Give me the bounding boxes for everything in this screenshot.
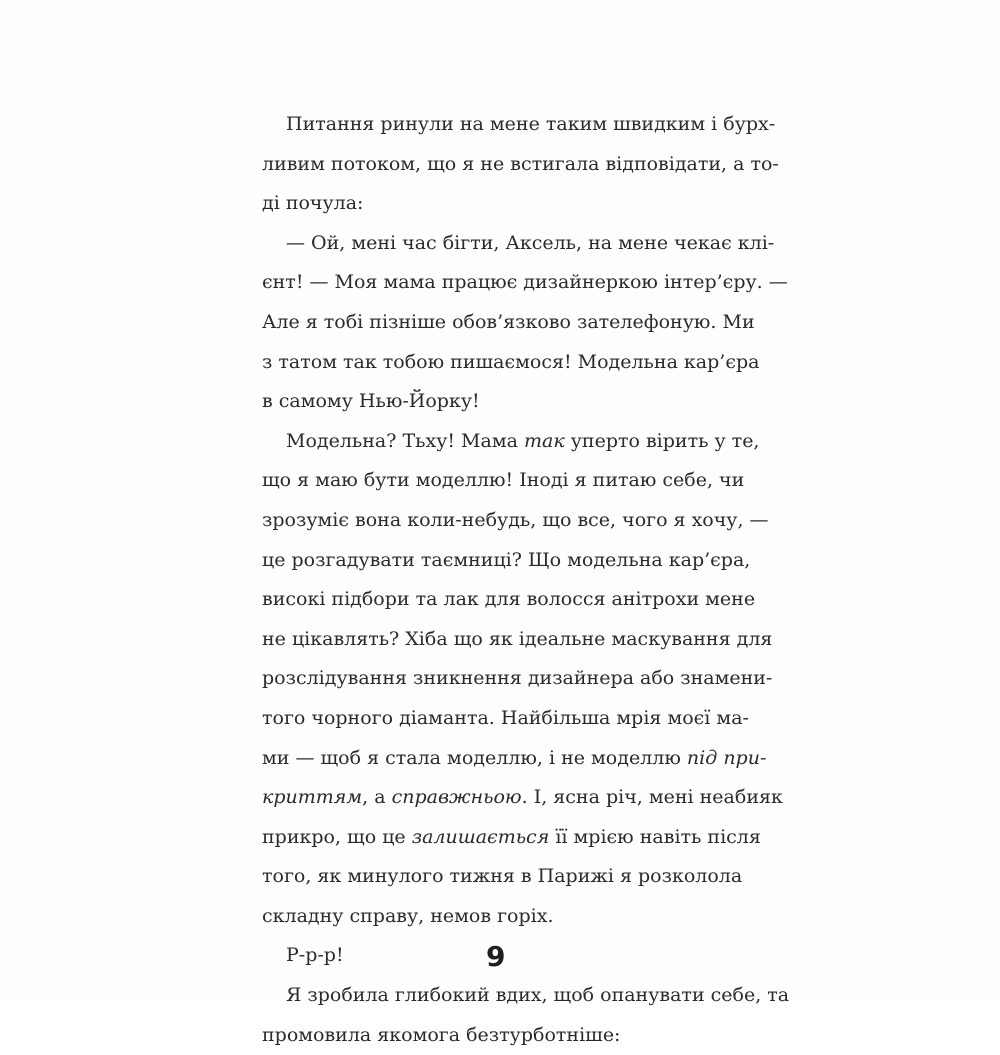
text-line	[262, 778, 783, 818]
text-segment: того чорного діаманта. Найбільша мрія моєї ма-	[262, 706, 749, 729]
text-segment: не цікавлять? Хіба що як ідеальне маскування для	[262, 627, 773, 650]
text-segment: Модельна? Тьху! Мама	[286, 429, 524, 452]
text-line	[262, 263, 788, 303]
text-line	[262, 501, 769, 541]
text-line	[262, 184, 740, 224]
text-segment: розслідування зникнення дизайнера або знамени-	[262, 667, 773, 690]
text-segment: в самому Нью-Йорку!	[262, 390, 480, 413]
italic-text-segment: так	[523, 429, 565, 452]
text-line	[262, 976, 790, 1016]
text-segment: уперто вірить у те,	[564, 429, 760, 452]
text-segment: це розгадувати таємниці? Що модельна кар’єра,	[262, 548, 751, 571]
text-segment: того, як минулого тижня в Парижі я розколола	[262, 865, 743, 888]
text-segment: Р-р-р!	[286, 944, 344, 967]
text-line	[262, 659, 773, 699]
text-segment: ді почула:	[262, 192, 364, 215]
text-segment: . І, ясна річ, мені неабияк	[521, 786, 783, 809]
text-line	[262, 145, 779, 185]
text-line	[262, 461, 745, 501]
text-line	[262, 1016, 740, 1055]
italic-text-segment: під при-	[686, 746, 767, 769]
text-segment: Питання ринули на мене таким швидким і бурх-	[286, 113, 776, 135]
text-line	[262, 739, 767, 779]
italic-text-segment: справжньою	[391, 786, 522, 809]
text-line	[262, 303, 755, 343]
text-segment: складну справу, немов горіх.	[262, 904, 554, 927]
text-segment: ливим потоком, що я не встигала відповідати, а то-	[262, 152, 779, 175]
text-line	[262, 857, 743, 897]
page-number: 9	[486, 940, 506, 973]
text-segment: прикро, що це	[262, 825, 412, 848]
text-line	[262, 620, 773, 660]
text-line	[262, 105, 776, 145]
text-segment: ми — щоб я стала моделлю, і не моделлю	[262, 746, 687, 769]
italic-text-segment: залишається	[411, 825, 550, 848]
text-segment: високі підбори та лак для волосся анітрохи мене	[262, 588, 756, 611]
body-text	[262, 105, 790, 1055]
text-line	[262, 343, 760, 383]
text-segment: Я зробила глибокий вдих, щоб опанувати себе, та	[286, 984, 790, 1007]
text-segment: Але я тобі пізніше обов’язково зателефоную. Ми	[262, 310, 755, 333]
italic-text-segment: криттям	[262, 786, 363, 809]
text-line	[262, 382, 740, 422]
text-line	[262, 422, 760, 462]
text-line	[262, 224, 775, 264]
text-segment: що я маю бути моделлю! Іноді я питаю себе, чи	[262, 469, 745, 492]
text-line	[262, 818, 761, 858]
text-line	[262, 699, 749, 739]
text-segment: єнт! — Моя мама працює дизайнеркою інтер’єру. —	[262, 271, 788, 294]
text-line	[262, 541, 751, 581]
text-segment: — Ой, мені час бігти, Аксель, на мене чекає клі-	[286, 231, 775, 254]
text-segment: , а	[362, 786, 392, 809]
text-segment: її мрією навіть після	[549, 825, 761, 848]
text-segment: промовила якомога безтурботніше:	[262, 1023, 621, 1046]
text-line	[262, 897, 740, 937]
text-segment: зрозуміє вона коли-небудь, що все, чого я хочу, —	[262, 508, 769, 531]
text-line	[262, 580, 756, 620]
text-segment: з татом так тобою пишаємося! Модельна кар’єра	[262, 350, 760, 373]
